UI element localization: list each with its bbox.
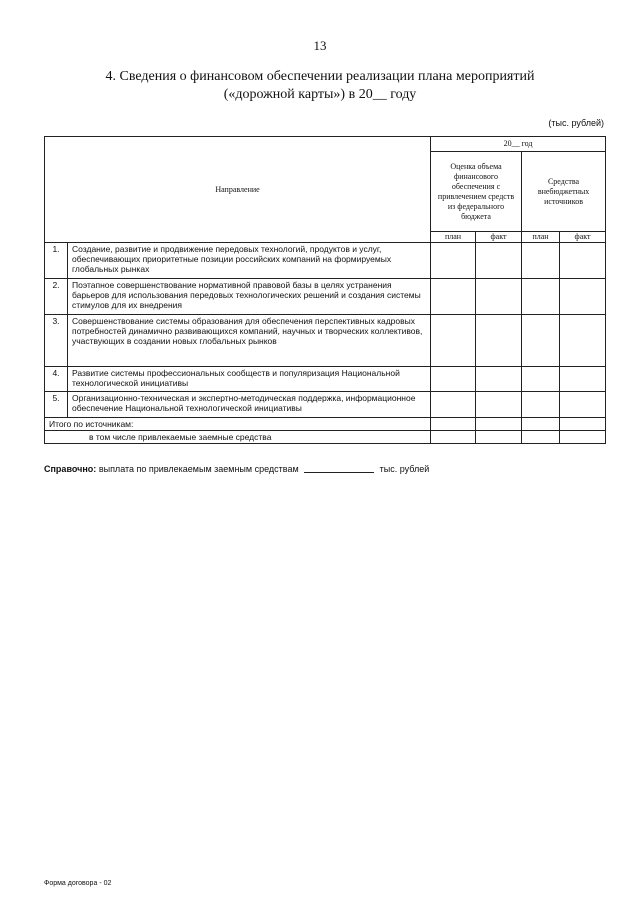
borrowed-funds-label: в том числе привлекаемые заемные средства (45, 431, 431, 444)
cell-fact-federal (476, 243, 522, 279)
table-row (45, 392, 606, 418)
cell-plan-extra (522, 243, 560, 279)
cell-borrowed-fact-extra (560, 431, 606, 444)
borrowed-funds-row (45, 431, 606, 444)
note-unit: тыс. рублей (379, 464, 430, 474)
header-extrabudgetary: Средства внебюджетных источников (522, 152, 606, 232)
row-number: 4. (45, 367, 68, 392)
blank-fill-line (304, 472, 374, 473)
table-row (45, 243, 606, 279)
unit-label: (тыс. рублей) (548, 118, 604, 128)
header-plan-federal: план (431, 232, 476, 243)
cell-total-plan-extra (522, 418, 560, 431)
row-direction: Организационно-техническая и экспертно-методическая поддержка, информационное обеспечение Национальной технологической инициативы (68, 392, 431, 418)
cell-plan-federal (431, 392, 476, 418)
cell-borrowed-plan-extra (522, 431, 560, 444)
document-title (90, 68, 550, 104)
cell-fact-federal (476, 392, 522, 418)
row-direction: Совершенствование системы образования для обеспечения перспективных кадровых потребностей динамично развивающихся компаний, научных и творческих коллективов, участвующих в создании новых глобальных рынков (68, 315, 431, 367)
row-number: 2. (45, 279, 68, 315)
header-fact-extra: факт (560, 232, 606, 243)
note-label: Справочно: (44, 464, 97, 474)
row-direction: Создание, развитие и продвижение передовых технологий, продуктов и услуг, обеспечивающих приоритетные позиции российских компаний на формируемых глобальных рынках (68, 243, 431, 279)
row-number: 5. (45, 392, 68, 418)
cell-borrowed-plan-federal (431, 431, 476, 444)
total-row (45, 418, 606, 431)
cell-total-fact-federal (476, 418, 522, 431)
cell-plan-federal (431, 367, 476, 392)
header-fact-federal: факт (476, 232, 522, 243)
total-label: Итого по источникам: (45, 418, 431, 431)
cell-plan-extra (522, 367, 560, 392)
footer-form-label: Форма договора - 02 (44, 880, 112, 887)
header-federal-budget: Оценка объема финансового обеспечения с привлечением средств из федерального бюджета (431, 152, 522, 232)
cell-fact-federal (476, 279, 522, 315)
cell-fact-federal (476, 367, 522, 392)
note-text: выплата по привлекаемым заемным средствам (98, 464, 299, 474)
row-direction: Развитие системы профессиональных сообществ и популяризация Национальной технологической инициативы (68, 367, 431, 392)
page-number: 13 (313, 38, 327, 53)
cell-plan-extra (522, 392, 560, 418)
row-number: 1. (45, 243, 68, 279)
cell-plan-federal (431, 243, 476, 279)
title-line-1: 4. Сведения о финансовом обеспечении реализации плана мероприятий (105, 69, 535, 84)
cell-fact-extra (560, 315, 606, 367)
cell-total-plan-federal (431, 418, 476, 431)
header-direction: Направление (45, 137, 431, 243)
cell-plan-extra (522, 279, 560, 315)
cell-fact-extra (560, 243, 606, 279)
cell-fact-extra (560, 392, 606, 418)
cell-total-fact-extra (560, 418, 606, 431)
cell-plan-extra (522, 315, 560, 367)
table-row (45, 367, 606, 392)
cell-borrowed-fact-federal (476, 431, 522, 444)
cell-fact-federal (476, 315, 522, 367)
title-line-2: («дорожной карты») в 20__ году (223, 87, 417, 102)
cell-plan-federal (431, 279, 476, 315)
cell-fact-extra (560, 279, 606, 315)
financial-table (44, 136, 606, 444)
table-row (45, 315, 606, 367)
reference-note (44, 464, 429, 474)
header-plan-extra: план (522, 232, 560, 243)
cell-plan-federal (431, 315, 476, 367)
row-number: 3. (45, 315, 68, 367)
table-row (45, 279, 606, 315)
row-direction: Поэтапное совершенствование нормативной правовой базы в целях устранения барьеров для использования передовых технологических решений и создания системы стимулов для их внедрения (68, 279, 431, 315)
cell-fact-extra (560, 367, 606, 392)
header-year: 20__ год (431, 137, 606, 152)
